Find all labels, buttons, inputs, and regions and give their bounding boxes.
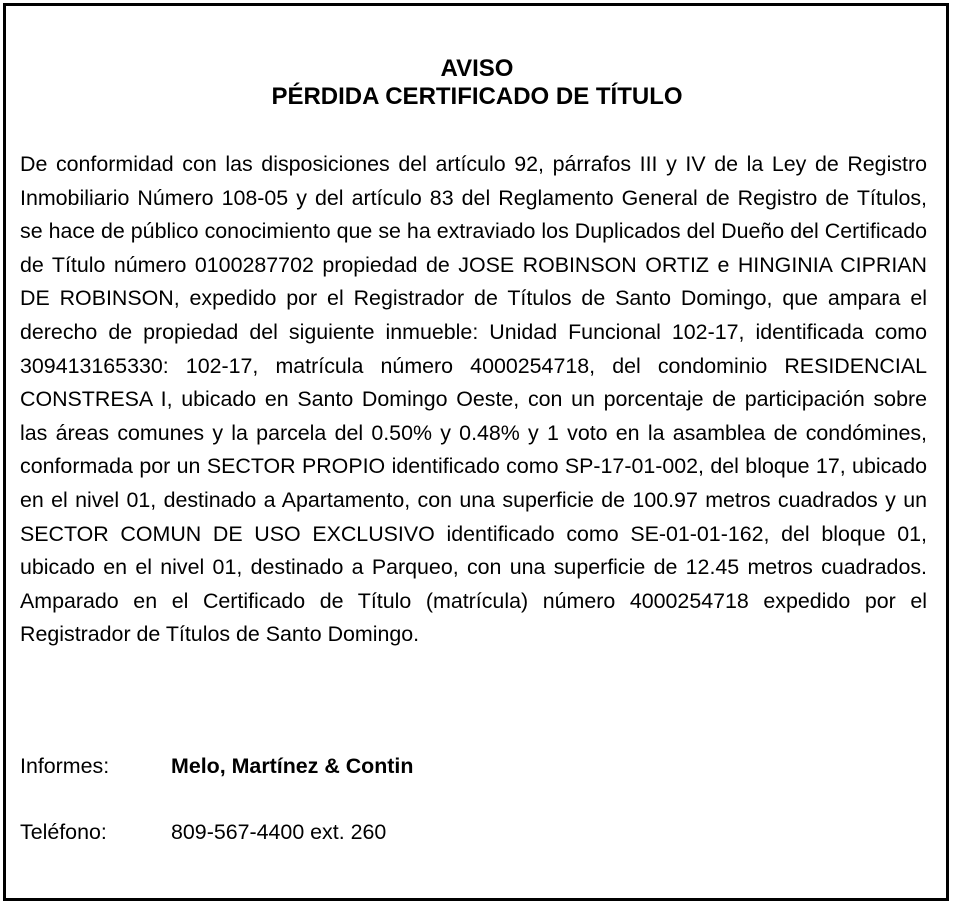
informes-value: Melo, Martínez & Contin <box>171 754 414 778</box>
telefono-row <box>20 818 386 846</box>
telefono-label: Teléfono: <box>20 820 107 844</box>
notice-body: De conformidad con las disposiciones del artículo 92, párrafos III y IV de la Ley de Registro Inmobiliario Número 108-05 y del artículo 83 del Reglamento General de Registro de Títulos, se hace de público conocimiento que se ha extraviado los Duplicados del Dueño del Certificado de Título número 0100287702 propiedad de JOSE ROBINSON ORTIZ e HINGINIA CIPRIAN DE ROBINSON, expedido por el Registrador de Títulos de Santo Domingo, que ampara el derecho de propiedad del siguiente inmueble: Unidad Funcional 102-17, identificada como 309413165330: 102-17, matrícula número 4000254718, del condominio RESIDENCIAL CONSTRESA I, ubicado en Santo Domingo Oeste, con un porcentaje de participación sobre las áreas comunes y la parcela del 0.50% y 0.48% y 1 voto en la asamblea de condómines, conformada por un SECTOR PROPIO identificado como SP-17-01-002, del bloque 17, ubicado en el nivel 01, destinado a Apartamento, con una superficie de 100.97 metros cuadrados y un SECTOR COMUN DE USO EXCLUSIVO identificado como SE-01-01-162, del bloque 01, ubicado en el nivel 01, destinado a Parqueo, con una superficie de 12.45 metros cuadrados. Amparado en el Certificado de Título (matrícula) número 4000254718 expedido por el Registrador de Títulos de Santo Domingo. <box>20 152 927 647</box>
notice-title <box>0 55 954 111</box>
informes-row <box>20 752 413 780</box>
notice-subheading: PÉRDIDA CERTIFICADO DE TÍTULO <box>271 83 683 110</box>
informes-label: Informes: <box>20 754 110 778</box>
notice-heading: AVISO <box>440 55 514 82</box>
telefono-value: 809-567-4400 ext. 260 <box>171 820 387 844</box>
